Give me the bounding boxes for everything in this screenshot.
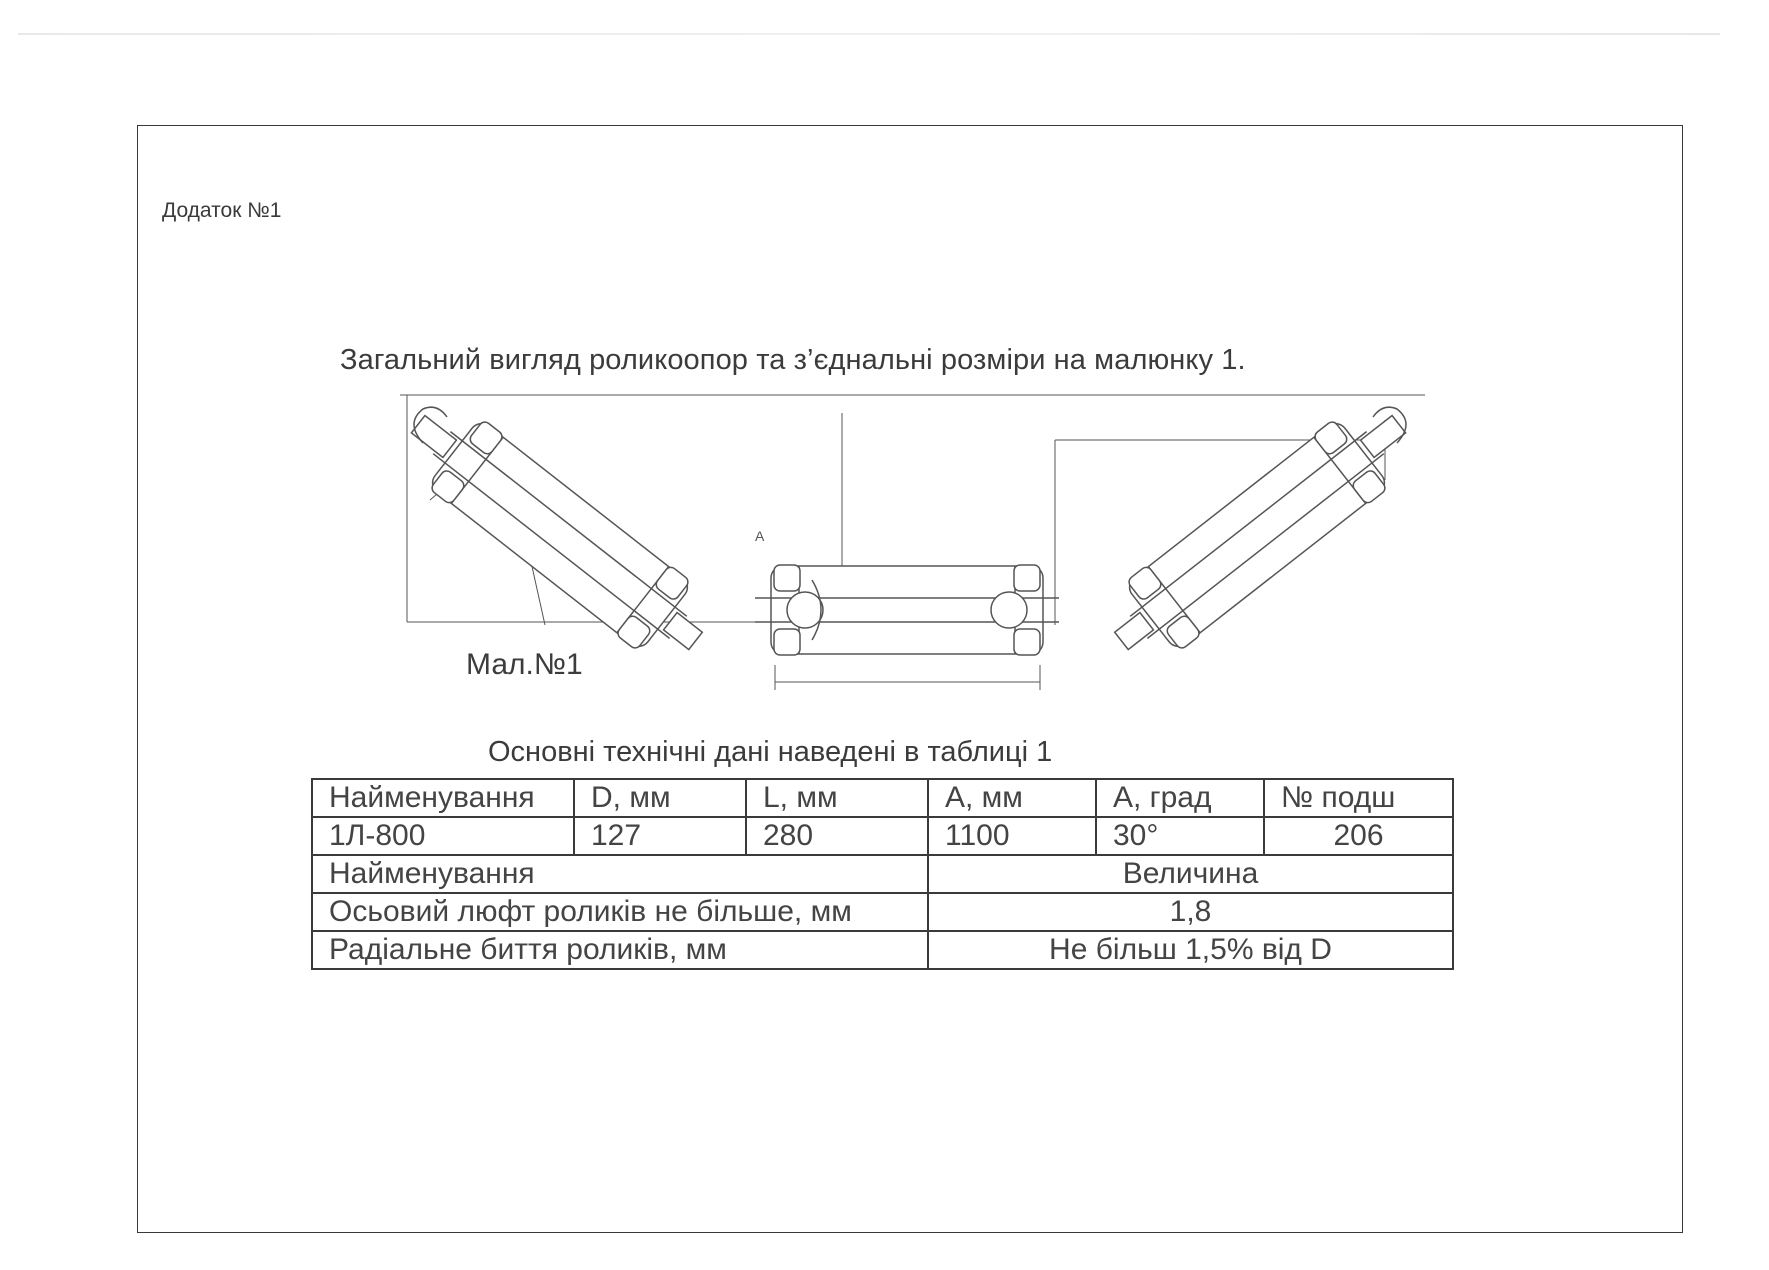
table-row bbox=[312, 893, 1453, 931]
cell-d: 127 bbox=[574, 817, 746, 855]
appendix-label: Додаток №1 bbox=[162, 199, 282, 222]
param-value: 1,8 bbox=[928, 893, 1453, 931]
header-a-deg: A, град bbox=[1096, 779, 1264, 817]
table-row bbox=[312, 817, 1453, 855]
spec-table bbox=[311, 778, 1454, 970]
section-header-value: Величина bbox=[928, 855, 1453, 893]
header-d: D, мм bbox=[574, 779, 746, 817]
cell-a-deg: 30° bbox=[1096, 817, 1264, 855]
cell-a-mm: 1100 bbox=[928, 817, 1096, 855]
figure-caption: Мал.№1 bbox=[466, 648, 583, 681]
header-name: Найменування bbox=[312, 779, 574, 817]
section-header-name: Найменування bbox=[312, 855, 928, 893]
table-row bbox=[312, 931, 1453, 969]
cell-l: 280 bbox=[746, 817, 928, 855]
param-name: Осьовий люфт роликів не більше, мм bbox=[312, 893, 928, 931]
header-a-mm: A, мм bbox=[928, 779, 1096, 817]
param-value: Не більш 1,5% від D bbox=[928, 931, 1453, 969]
label-a: A bbox=[755, 528, 765, 544]
cell-name: 1Л-800 bbox=[312, 817, 574, 855]
header-l: L, мм bbox=[746, 779, 928, 817]
scan-artifact-line bbox=[18, 33, 1720, 35]
table-header-row bbox=[312, 779, 1453, 817]
center-roller bbox=[755, 565, 1059, 655]
header-bearing: № подш bbox=[1264, 779, 1453, 817]
left-roller bbox=[395, 390, 723, 676]
right-roller bbox=[1094, 390, 1426, 676]
param-name: Радіальне биття роликів, мм bbox=[312, 931, 928, 969]
section-header-row bbox=[312, 855, 1453, 893]
cell-bearing: 206 bbox=[1264, 817, 1453, 855]
section-title: Загальний вигляд роликоопор та з’єднальні розміри на малюнку 1. bbox=[340, 344, 1246, 376]
table-title: Основні технічні дані наведені в таблиці 1 bbox=[488, 736, 1053, 768]
